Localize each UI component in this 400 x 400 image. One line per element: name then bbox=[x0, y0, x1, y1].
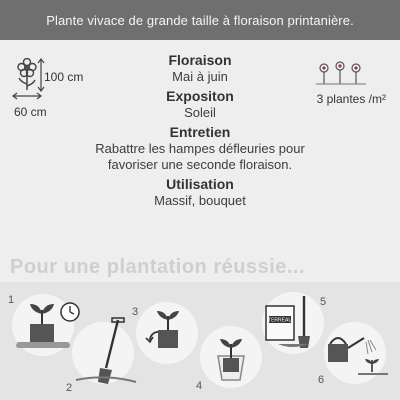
flowering-value: Mai à juin bbox=[172, 69, 228, 84]
maintenance-value: Rabattre les hampes défleuries pour favoriser une seconde floraison. bbox=[95, 141, 305, 172]
step-1-number: 1 bbox=[8, 294, 15, 306]
watering-can-icon bbox=[322, 314, 394, 386]
exposure-heading: Expositon bbox=[166, 88, 234, 104]
plant-description: Plante vivace de grande taille à floraison printanière. bbox=[46, 12, 354, 28]
info-flowering bbox=[0, 52, 400, 85]
step-2-number: 2 bbox=[66, 382, 73, 394]
soil-bag-icon bbox=[258, 290, 327, 356]
usage-value: Massif, bouquet bbox=[154, 193, 246, 208]
exposure-value: Soleil bbox=[184, 105, 216, 120]
usage-heading: Utilisation bbox=[166, 176, 234, 192]
planting-density: 3 plantes /m² bbox=[316, 92, 386, 106]
spade-digging-icon bbox=[72, 316, 142, 394]
soil-bag-label: TERREAU bbox=[268, 317, 292, 324]
info-exposure bbox=[0, 88, 400, 121]
step-5-number: 5 bbox=[320, 296, 327, 308]
planting-section-title: Pour une plantation réussie... bbox=[10, 256, 306, 278]
info-maintenance bbox=[0, 124, 400, 173]
plant-height: 100 cm bbox=[44, 70, 84, 84]
flowering-heading: Floraison bbox=[168, 52, 232, 68]
step-6-number: 6 bbox=[318, 374, 325, 386]
info-usage bbox=[0, 176, 400, 209]
plant-width: 60 cm bbox=[14, 105, 47, 119]
step-3-number: 3 bbox=[132, 306, 139, 318]
description-band bbox=[0, 0, 400, 40]
planting-steps bbox=[0, 282, 400, 400]
remove-pot-icon bbox=[136, 302, 198, 364]
plant-in-hole-icon bbox=[200, 326, 262, 388]
plant-info bbox=[0, 52, 400, 212]
maintenance-heading: Entretien bbox=[169, 124, 231, 140]
step-4-number: 4 bbox=[196, 380, 203, 392]
